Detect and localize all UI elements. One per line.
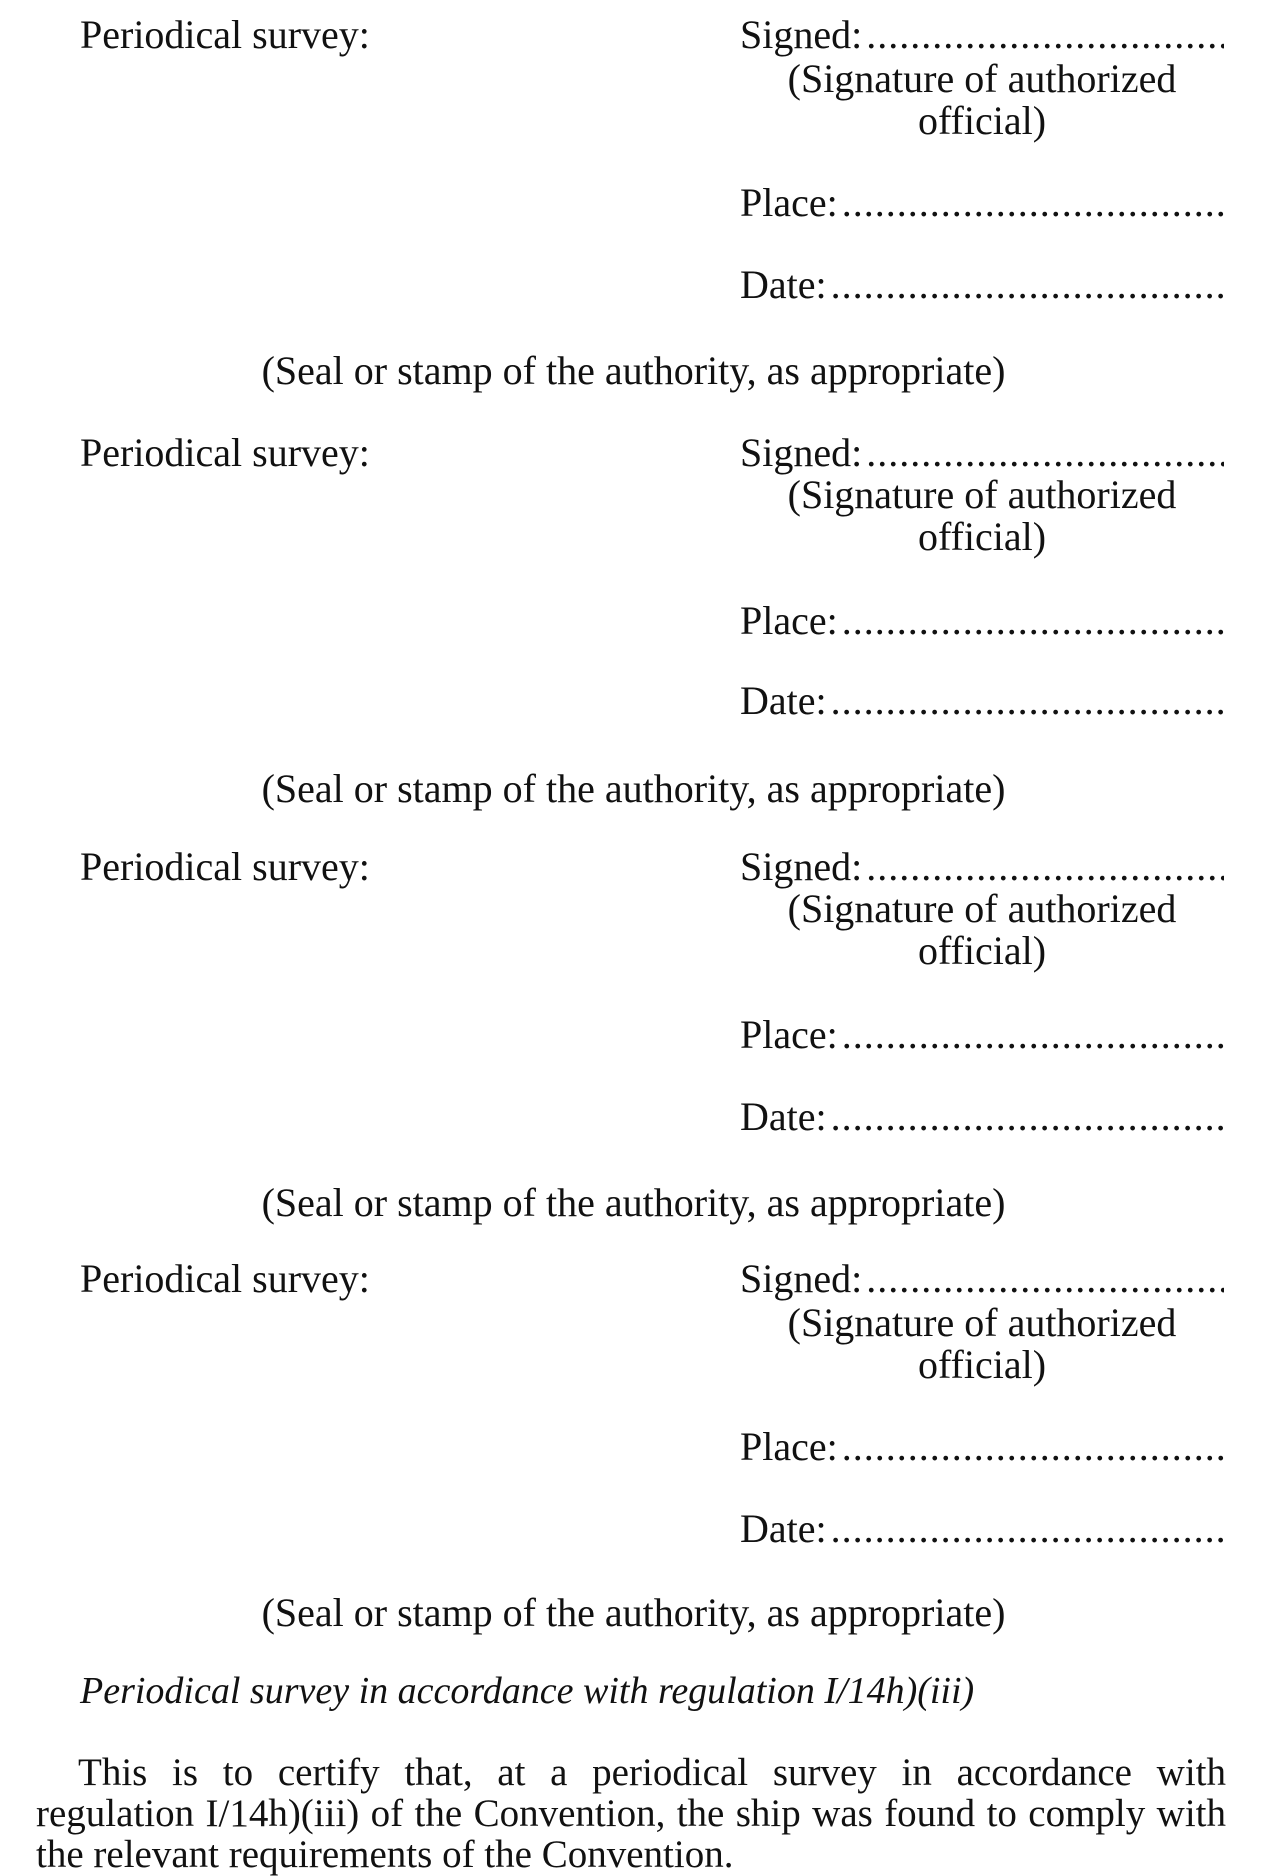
signature-note: (Signature of authorized official) <box>787 56 1177 143</box>
place-field <box>740 182 1224 224</box>
signed-field <box>740 846 1224 888</box>
date-dotted-line <box>831 1096 1224 1138</box>
seal-text: (Seal or stamp of the authority, as appropriate) <box>261 1180 1006 1225</box>
seal-text: (Seal or stamp of the authority, as appropriate) <box>261 1590 1006 1635</box>
signed-label: Signed: <box>740 430 863 475</box>
signed-label: Signed: <box>740 1256 863 1301</box>
place-label: Place: <box>740 598 838 643</box>
place-label: Place: <box>740 180 838 225</box>
signed-dotted-line <box>866 1258 1224 1300</box>
date-field <box>740 264 1224 306</box>
signed-field <box>740 14 1224 56</box>
survey-label: Periodical survey: <box>80 12 370 57</box>
place-field <box>740 1014 1224 1056</box>
signed-field <box>740 432 1224 474</box>
seal-text: (Seal or stamp of the authority, as appropriate) <box>261 348 1006 393</box>
signed-dotted-line <box>866 14 1224 56</box>
signature-note: (Signature of authorized official) <box>787 472 1177 559</box>
date-field <box>740 1508 1224 1550</box>
place-label: Place: <box>740 1424 838 1469</box>
signed-label: Signed: <box>740 12 863 57</box>
survey-label: Periodical survey: <box>80 430 370 475</box>
date-field <box>740 680 1224 722</box>
place-dotted-line <box>842 600 1224 642</box>
date-dotted-line <box>831 680 1224 722</box>
seal-text: (Seal or stamp of the authority, as appropriate) <box>261 766 1006 811</box>
place-field <box>740 600 1224 642</box>
signed-dotted-line <box>866 432 1224 474</box>
place-dotted-line <box>842 182 1224 224</box>
date-label: Date: <box>740 262 827 307</box>
date-label: Date: <box>740 1094 827 1139</box>
certification-paragraph: This is to certify that, at a periodical survey in accordance with regulation I/14h)(iii) of the Convention, the ship was found to comply with the relevant requirements of the Convention. <box>36 1751 1226 1876</box>
date-dotted-line <box>831 1508 1224 1550</box>
date-label: Date: <box>740 1506 827 1551</box>
place-field <box>740 1426 1224 1468</box>
signed-label: Signed: <box>740 844 863 889</box>
section-heading: Periodical survey in accordance with regulation I/14h)(iii) <box>80 1670 975 1712</box>
date-label: Date: <box>740 678 827 723</box>
signed-field <box>740 1258 1224 1300</box>
survey-label: Periodical survey: <box>80 1256 370 1301</box>
date-dotted-line <box>831 264 1224 306</box>
place-dotted-line <box>842 1014 1224 1056</box>
signature-note: (Signature of authorized official) <box>787 886 1177 973</box>
signature-note: (Signature of authorized official) <box>787 1300 1177 1387</box>
place-dotted-line <box>842 1426 1224 1468</box>
signed-dotted-line <box>866 846 1224 888</box>
date-field <box>740 1096 1224 1138</box>
survey-label: Periodical survey: <box>80 844 370 889</box>
place-label: Place: <box>740 1012 838 1057</box>
